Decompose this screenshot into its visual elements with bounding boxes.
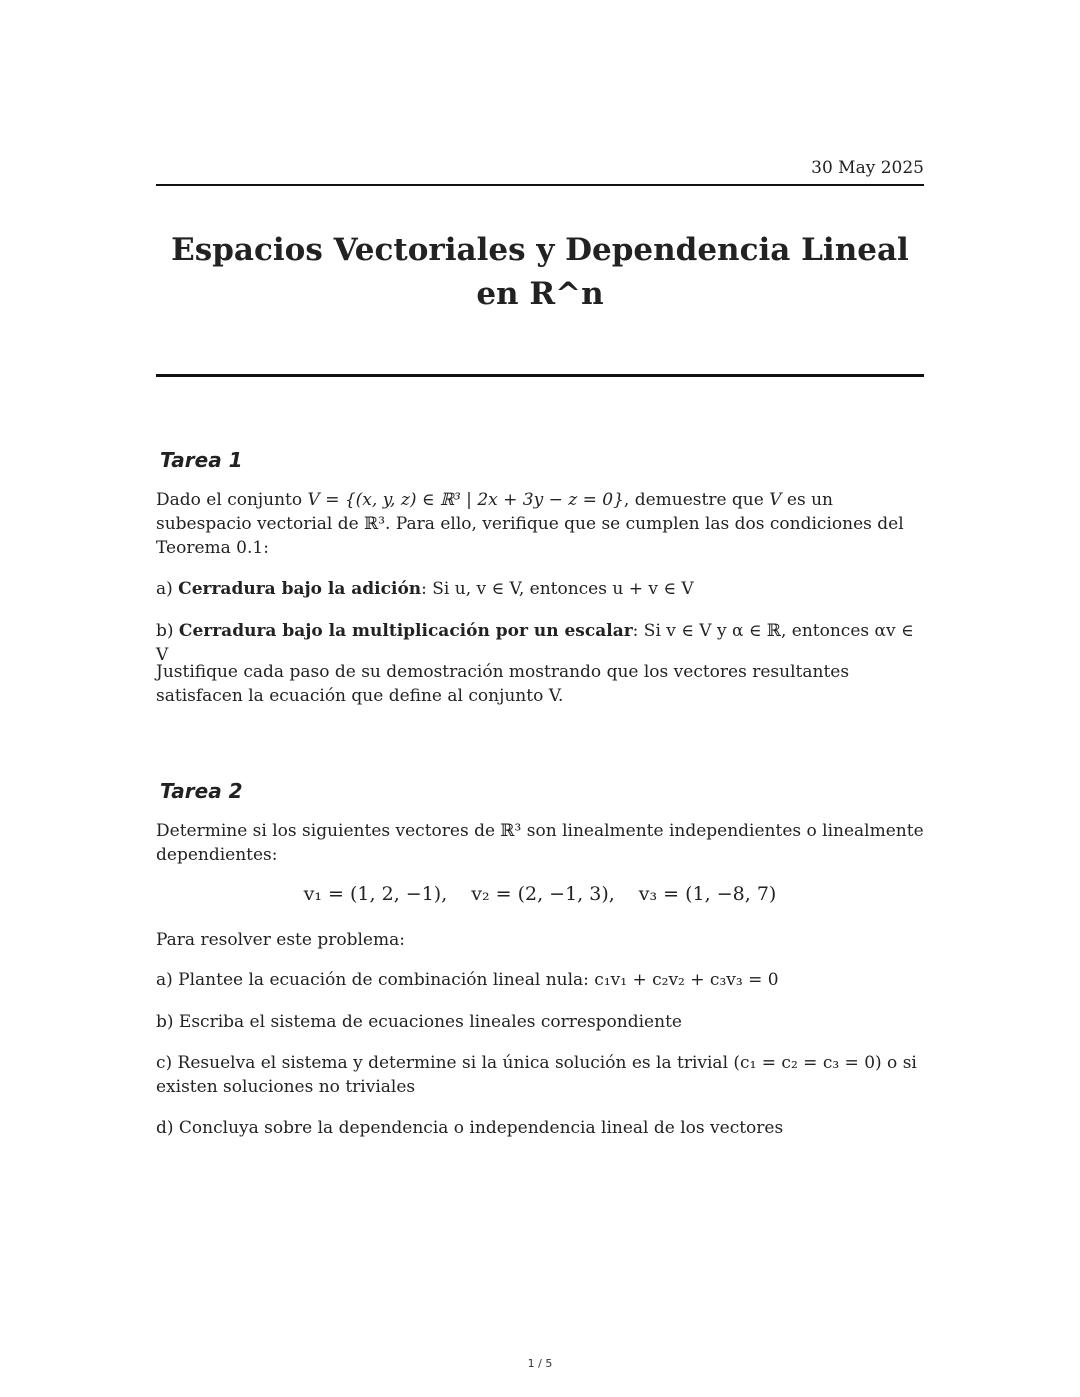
task2-step-c: c) Resuelva el sistema y determine si la única solución es la trivial (c₁ = c₂ = c₃ = 0) o si existen soluciones no triviales bbox=[156, 1053, 917, 1097]
task2-vectors-display bbox=[156, 883, 924, 905]
task1-set-definition: V = {(x, y, z) ∈ ℝ³ | 2x + 3y − z = 0} bbox=[307, 490, 624, 510]
task1-cond-b-text: : Si v ∈ V y α ∈ ℝ, entonces αv ∈ V bbox=[156, 621, 914, 665]
document-date: 30 May 2025 bbox=[811, 158, 924, 178]
document-title: Espacios Vectoriales y Dependencia Lineal en R^n bbox=[171, 232, 909, 312]
task1-set-symbol: V bbox=[769, 490, 782, 510]
task1-title: Tarea 1 bbox=[160, 448, 243, 472]
task2-intro: Determine si los siguientes vectores de ℝ³ son linealmente independientes o linealmente dependientes: bbox=[156, 821, 924, 865]
task1-intro bbox=[156, 488, 924, 560]
header-bottom-rule bbox=[156, 374, 924, 377]
header-top-rule bbox=[156, 184, 924, 186]
task1-intro-mid: , demuestre que bbox=[623, 490, 770, 510]
task2-title: Tarea 2 bbox=[160, 779, 243, 803]
task1-intro-pre: Dado el conjunto bbox=[156, 490, 308, 510]
vector-v1: v₁ = (1, 2, −1), bbox=[303, 883, 448, 905]
task1-cond-a-text: : Si u, v ∈ V, entonces u + v ∈ V bbox=[421, 579, 694, 599]
task1-cond-b-heading: Cerradura bajo la multiplicación por un escalar bbox=[178, 621, 633, 641]
task1-cond-a-prefix: a) bbox=[156, 579, 179, 599]
task2-step-a: a) Plantee la ecuación de combinación lineal nula: c₁v₁ + c₂v₂ + c₃v₃ = 0 bbox=[156, 970, 779, 990]
task2-resolve-intro: Para resolver este problema: bbox=[156, 930, 405, 950]
task2-step-d: d) Concluya sobre la dependencia o independencia lineal de los vectores bbox=[156, 1118, 784, 1138]
task1-justify: Justifique cada paso de su demostración mostrando que los vectores resultantes satisfacen la ecuación que define al conjunto V. bbox=[156, 662, 850, 706]
task1-condition-a bbox=[156, 577, 924, 601]
task1-intro-post: es un subespacio vectorial de ℝ³. Para ello, verifique que se cumplen las dos condiciones del Teorema 0.1: bbox=[156, 490, 904, 558]
task2-step-b: b) Escriba el sistema de ecuaciones lineales correspondiente bbox=[156, 1012, 682, 1032]
vector-v3: v₃ = (1, −8, 7) bbox=[638, 883, 777, 905]
vector-v2: v₂ = (2, −1, 3), bbox=[471, 883, 615, 905]
page-number: 1 / 5 bbox=[527, 1357, 553, 1370]
task1-cond-b-prefix: b) bbox=[156, 621, 179, 641]
task1-cond-a-heading: Cerradura bajo la adición bbox=[178, 579, 422, 599]
